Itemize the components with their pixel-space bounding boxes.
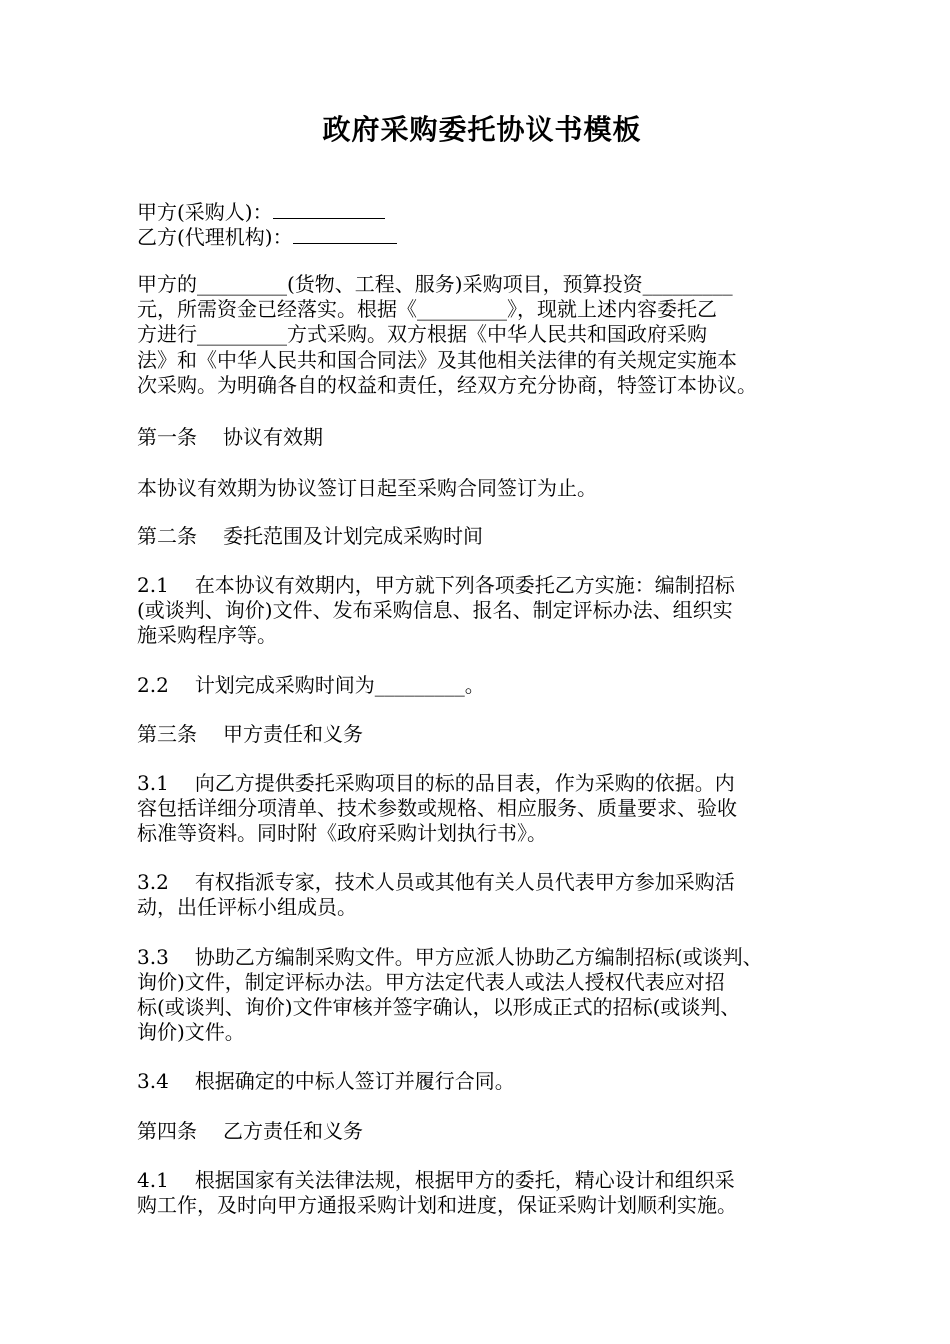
- clause-text: 根据确定的中标人签订并履行合同。: [194, 1069, 515, 1093]
- preamble-line: 甲方的_________(货物、工程、服务)采购项目，预算投资_________: [137, 272, 733, 296]
- clause-line: [137, 573, 735, 597]
- clause-line: 询价)文件，制定评标办法。甲方法定代表人或法人授权代表应对招: [137, 970, 725, 994]
- clause-number: 3.3: [137, 945, 169, 969]
- clause-line: 标(或谈判、询价)文件审核并签字确认，以形成正式的招标(或谈判、: [137, 995, 741, 1019]
- party-a-blank: [273, 218, 385, 219]
- article-number: 第三条: [137, 722, 197, 746]
- party-b-line: [137, 225, 397, 249]
- clause-number: 4.1: [137, 1168, 169, 1192]
- clause-line: 容包括详细分项清单、技术参数或规格、相应服务、质量要求、验收: [137, 796, 737, 820]
- preamble-line: 方进行_________方式采购。双方根据《中华人民共和国政府采购: [137, 322, 707, 346]
- article-heading: [137, 524, 483, 548]
- clause-number: 2.1: [137, 573, 169, 597]
- clause-line: 施采购程序等。: [137, 623, 277, 647]
- article-title: 协议有效期: [223, 425, 323, 449]
- clause-line: [137, 1168, 735, 1192]
- clause-line: [137, 870, 735, 894]
- article-title: 乙方责任和义务: [223, 1119, 363, 1143]
- article-title: 甲方责任和义务: [223, 722, 363, 746]
- clause-text: 根据国家有关法律法规，根据甲方的委托，精心设计和组织采: [194, 1168, 735, 1192]
- party-b-blank: [293, 243, 397, 244]
- clause-text: 有权指派专家，技术人员或其他有关人员代表甲方参加采购活: [194, 870, 735, 894]
- clause-line: [137, 673, 485, 697]
- clause-text: 计划完成采购时间为_________。: [194, 673, 485, 697]
- clause-line: [137, 1069, 515, 1093]
- clause-number: 2.2: [137, 673, 169, 697]
- preamble-line: 次采购。为明确各自的权益和责任，经双方充分协商，特签订本协议。: [137, 373, 757, 397]
- clause-text: 在本协议有效期内，甲方就下列各项委托乙方实施：编制招标: [194, 573, 735, 597]
- article-text: 本协议有效期为协议签订日起至采购合同签订为止。: [137, 476, 597, 500]
- article-title: 委托范围及计划完成采购时间: [223, 524, 483, 548]
- clause-line: [137, 945, 763, 969]
- document-title: 政府采购委托协议书模板: [322, 113, 642, 146]
- article-number: 第一条: [137, 425, 197, 449]
- clause-line: 购工作，及时向甲方通报采购计划和进度，保证采购计划顺利实施。: [137, 1193, 737, 1217]
- preamble-line: 法》和《中华人民共和国合同法》及其他相关法律的有关规定实施本: [137, 348, 737, 372]
- clause-line: 标准等资料。同时附《政府采购计划执行书》。: [137, 821, 547, 845]
- article-number: 第四条: [137, 1119, 197, 1143]
- article-heading: [137, 1119, 363, 1143]
- clause-number: 3.1: [137, 771, 169, 795]
- clause-line: 动，出任评标小组成员。: [137, 895, 357, 919]
- clause-line: (或谈判、询价)文件、发布采购信息、报名、制定评标办法、组织实: [137, 598, 733, 622]
- clause-line: 询价)文件。: [137, 1020, 245, 1044]
- article-heading: [137, 722, 363, 746]
- clause-line: [137, 771, 735, 795]
- party-a-label: 甲方(采购人)：: [137, 200, 273, 224]
- clause-number: 3.4: [137, 1069, 169, 1093]
- preamble-line: 元，所需资金已经落实。根据《_________》，现就上述内容委托乙: [137, 297, 717, 321]
- clause-number: 3.2: [137, 870, 169, 894]
- clause-text: 协助乙方编制采购文件。甲方应派人协助乙方编制招标(或谈判、: [194, 945, 763, 969]
- article-heading: [137, 425, 323, 449]
- party-a-line: [137, 200, 385, 224]
- article-number: 第二条: [137, 524, 197, 548]
- clause-text: 向乙方提供委托采购项目的标的品目表，作为采购的依据。内: [194, 771, 735, 795]
- party-b-label: 乙方(代理机构)：: [137, 225, 293, 249]
